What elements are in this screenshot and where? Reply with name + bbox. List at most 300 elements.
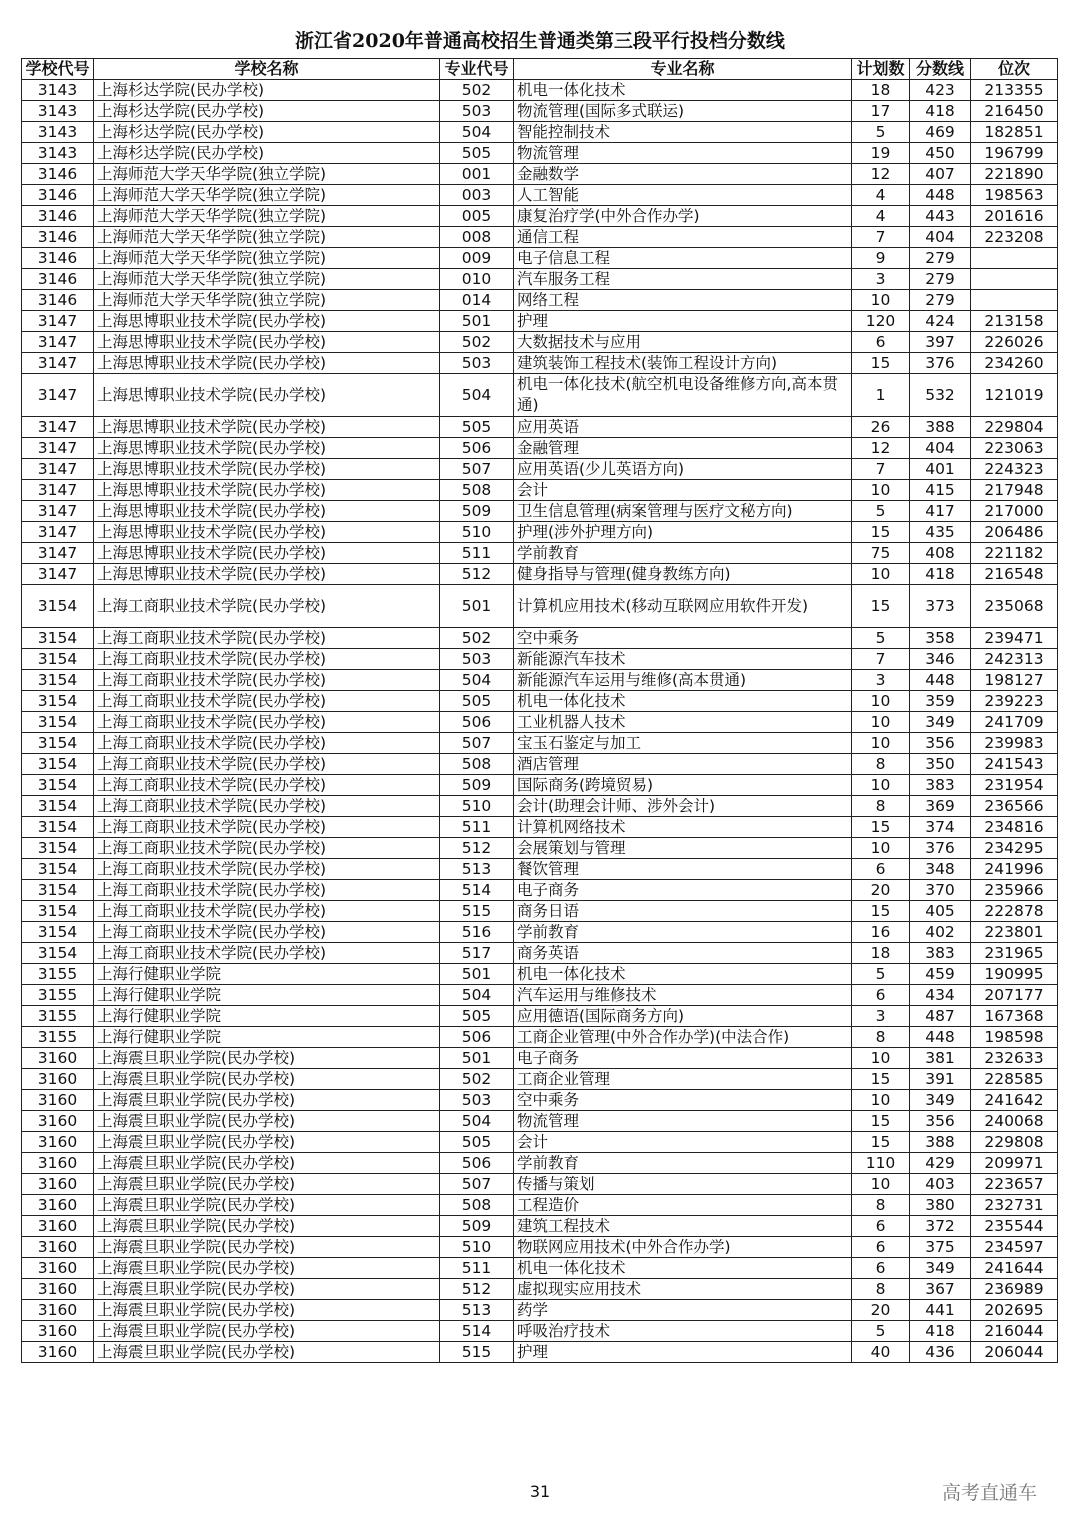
cell-major-code: 502: [440, 1069, 514, 1090]
cell-school-code: 3160: [22, 1069, 94, 1090]
cell-major-code: 014: [440, 290, 514, 311]
cell-major-name: 机电一体化技术: [514, 1258, 852, 1279]
cell-major-name: 智能控制技术: [514, 122, 852, 143]
cell-rank: 241543: [971, 754, 1058, 775]
cell-score-line: 279: [910, 290, 971, 311]
cell-school-code: 3147: [22, 438, 94, 459]
cell-major-name: 建筑装饰工程技术(装饰工程设计方向): [514, 353, 852, 374]
cell-rank: 216548: [971, 564, 1058, 585]
cell-plan-count: 15: [852, 1111, 910, 1132]
cell-school-code: 3154: [22, 691, 94, 712]
cell-school-name: 上海震旦职业学院(民办学校): [94, 1321, 440, 1342]
cell-major-code: 505: [440, 1006, 514, 1027]
cell-school-name: 上海思博职业技术学院(民办学校): [94, 543, 440, 564]
cell-plan-count: 20: [852, 880, 910, 901]
cell-plan-count: 120: [852, 311, 910, 332]
table-row: [22, 1111, 1058, 1132]
cell-school-name: 上海震旦职业学院(民办学校): [94, 1069, 440, 1090]
cell-school-name: 上海工商职业技术学院(民办学校): [94, 712, 440, 733]
table-row: [22, 775, 1058, 796]
table-body: [22, 80, 1058, 1363]
cell-school-code: 3154: [22, 943, 94, 964]
cell-plan-count: 15: [852, 901, 910, 922]
cell-score-line: 376: [910, 353, 971, 374]
cell-rank: 231954: [971, 775, 1058, 796]
header-row: [22, 59, 1058, 80]
cell-rank: 236566: [971, 796, 1058, 817]
cell-school-name: 上海师范大学天华学院(独立学院): [94, 185, 440, 206]
table-row: [22, 838, 1058, 859]
table-row: [22, 164, 1058, 185]
cell-score-line: 450: [910, 143, 971, 164]
cell-score-line: 383: [910, 775, 971, 796]
cell-school-name: 上海震旦职业学院(民办学校): [94, 1174, 440, 1195]
cell-school-name: 上海工商职业技术学院(民办学校): [94, 585, 440, 628]
cell-plan-count: 10: [852, 564, 910, 585]
cell-major-code: 506: [440, 438, 514, 459]
cell-plan-count: 10: [852, 1048, 910, 1069]
table-row: [22, 1342, 1058, 1363]
cell-school-code: 3146: [22, 185, 94, 206]
cell-plan-count: 8: [852, 754, 910, 775]
cell-major-name: 计算机应用技术(移动互联网应用软件开发): [514, 585, 852, 628]
cell-plan-count: 75: [852, 543, 910, 564]
cell-rank: 235966: [971, 880, 1058, 901]
cell-major-code: 501: [440, 964, 514, 985]
cell-major-name: 大数据技术与应用: [514, 332, 852, 353]
cell-school-name: 上海工商职业技术学院(民办学校): [94, 859, 440, 880]
table-row: [22, 501, 1058, 522]
cell-school-code: 3143: [22, 122, 94, 143]
cell-major-code: 510: [440, 796, 514, 817]
cell-rank: 221890: [971, 164, 1058, 185]
cell-rank: 232731: [971, 1195, 1058, 1216]
cell-plan-count: 10: [852, 775, 910, 796]
cell-school-name: 上海工商职业技术学院(民办学校): [94, 943, 440, 964]
cell-school-name: 上海工商职业技术学院(民办学校): [94, 880, 440, 901]
cell-school-name: 上海师范大学天华学院(独立学院): [94, 290, 440, 311]
cell-plan-count: 19: [852, 143, 910, 164]
cell-rank: 206044: [971, 1342, 1058, 1363]
cell-major-name: 应用英语(少儿英语方向): [514, 459, 852, 480]
cell-school-code: 3154: [22, 649, 94, 670]
page-number: 31: [529, 1482, 551, 1501]
cell-rank: 224323: [971, 459, 1058, 480]
table-row: [22, 733, 1058, 754]
cell-plan-count: 10: [852, 712, 910, 733]
cell-rank: 228585: [971, 1069, 1058, 1090]
table-row: [22, 859, 1058, 880]
cell-rank: 198563: [971, 185, 1058, 206]
cell-major-code: 504: [440, 670, 514, 691]
cell-major-code: 503: [440, 1090, 514, 1111]
cell-major-code: 510: [440, 522, 514, 543]
cell-score-line: 441: [910, 1300, 971, 1321]
table-row: [22, 206, 1058, 227]
cell-major-code: 009: [440, 248, 514, 269]
cell-rank: 167368: [971, 1006, 1058, 1027]
cell-major-name: 空中乘务: [514, 1090, 852, 1111]
cell-rank: [971, 269, 1058, 290]
cell-school-code: 3147: [22, 459, 94, 480]
cell-school-name: 上海思博职业技术学院(民办学校): [94, 522, 440, 543]
cell-score-line: 469: [910, 122, 971, 143]
cell-score-line: 435: [910, 522, 971, 543]
cell-major-name: 药学: [514, 1300, 852, 1321]
table-row: [22, 922, 1058, 943]
cell-rank: 121019: [971, 374, 1058, 417]
cell-major-code: 506: [440, 1027, 514, 1048]
cell-school-name: 上海震旦职业学院(民办学校): [94, 1300, 440, 1321]
cell-rank: 216450: [971, 101, 1058, 122]
cell-school-name: 上海思博职业技术学院(民办学校): [94, 353, 440, 374]
cell-rank: 234295: [971, 838, 1058, 859]
cell-rank: 223657: [971, 1174, 1058, 1195]
cell-score-line: 383: [910, 943, 971, 964]
cell-major-name: 康复治疗学(中外合作办学): [514, 206, 852, 227]
cell-plan-count: 9: [852, 248, 910, 269]
cell-school-code: 3147: [22, 543, 94, 564]
cell-school-code: 3147: [22, 332, 94, 353]
cell-score-line: 376: [910, 838, 971, 859]
cell-rank: 223063: [971, 438, 1058, 459]
cell-rank: 201616: [971, 206, 1058, 227]
cell-plan-count: 10: [852, 480, 910, 501]
cell-major-name: 酒店管理: [514, 754, 852, 775]
cell-school-code: 3154: [22, 901, 94, 922]
cell-major-code: 513: [440, 1300, 514, 1321]
cell-major-name: 人工智能: [514, 185, 852, 206]
cell-major-code: 502: [440, 332, 514, 353]
cell-school-name: 上海震旦职业学院(民办学校): [94, 1090, 440, 1111]
cell-major-code: 515: [440, 901, 514, 922]
table-row: [22, 943, 1058, 964]
cell-school-name: 上海杉达学院(民办学校): [94, 122, 440, 143]
cell-major-name: 应用英语: [514, 417, 852, 438]
table-row: [22, 311, 1058, 332]
cell-school-name: 上海思博职业技术学院(民办学校): [94, 374, 440, 417]
cell-school-name: 上海工商职业技术学院(民办学校): [94, 733, 440, 754]
cell-plan-count: 10: [852, 691, 910, 712]
table-row: [22, 543, 1058, 564]
cell-school-name: 上海杉达学院(民办学校): [94, 101, 440, 122]
cell-score-line: 369: [910, 796, 971, 817]
cell-major-code: 503: [440, 649, 514, 670]
cell-school-code: 3160: [22, 1237, 94, 1258]
cell-plan-count: 7: [852, 649, 910, 670]
cell-score-line: 487: [910, 1006, 971, 1027]
cell-plan-count: 8: [852, 1279, 910, 1300]
cell-score-line: 350: [910, 754, 971, 775]
cell-plan-count: 20: [852, 1300, 910, 1321]
header-score-line: 分数线: [910, 59, 971, 80]
cell-school-name: 上海工商职业技术学院(民办学校): [94, 922, 440, 943]
cell-plan-count: 6: [852, 332, 910, 353]
cell-school-code: 3147: [22, 374, 94, 417]
cell-rank: 217948: [971, 480, 1058, 501]
cell-score-line: 418: [910, 564, 971, 585]
cell-rank: 217000: [971, 501, 1058, 522]
cell-plan-count: 16: [852, 922, 910, 943]
cell-major-name: 物联网应用技术(中外合作办学): [514, 1237, 852, 1258]
cell-major-name: 汽车服务工程: [514, 269, 852, 290]
cell-plan-count: 5: [852, 628, 910, 649]
cell-school-code: 3146: [22, 290, 94, 311]
table-row: [22, 585, 1058, 628]
cell-rank: 213355: [971, 80, 1058, 101]
cell-plan-count: 4: [852, 206, 910, 227]
cell-rank: 234597: [971, 1237, 1058, 1258]
cell-major-name: 卫生信息管理(病案管理与医疗文秘方向): [514, 501, 852, 522]
cell-school-name: 上海工商职业技术学院(民办学校): [94, 649, 440, 670]
cell-score-line: 388: [910, 1132, 971, 1153]
cell-major-code: 508: [440, 1195, 514, 1216]
cell-score-line: 391: [910, 1069, 971, 1090]
cell-major-name: 学前教育: [514, 922, 852, 943]
table-row: [22, 374, 1058, 417]
cell-school-code: 3146: [22, 206, 94, 227]
cell-plan-count: 7: [852, 227, 910, 248]
table-row: [22, 290, 1058, 311]
cell-major-name: 网络工程: [514, 290, 852, 311]
cell-school-code: 3154: [22, 838, 94, 859]
cell-major-name: 虚拟现实应用技术: [514, 1279, 852, 1300]
cell-major-name: 新能源汽车运用与维修(高本贯通): [514, 670, 852, 691]
cell-school-name: 上海震旦职业学院(民办学校): [94, 1342, 440, 1363]
cell-major-name: 电子商务: [514, 1048, 852, 1069]
cell-rank: 235068: [971, 585, 1058, 628]
table-row: [22, 817, 1058, 838]
cell-major-code: 514: [440, 880, 514, 901]
cell-school-code: 3160: [22, 1090, 94, 1111]
cell-school-code: 3155: [22, 985, 94, 1006]
cell-major-code: 010: [440, 269, 514, 290]
cell-school-code: 3146: [22, 164, 94, 185]
cell-major-name: 机电一体化技术: [514, 80, 852, 101]
cell-major-name: 宝玉石鉴定与加工: [514, 733, 852, 754]
cell-plan-count: 15: [852, 522, 910, 543]
table-row: [22, 1258, 1058, 1279]
cell-rank: 229804: [971, 417, 1058, 438]
cell-plan-count: 1: [852, 374, 910, 417]
cell-score-line: 429: [910, 1153, 971, 1174]
header-school-name: 学校名称: [94, 59, 440, 80]
cell-major-name: 物流管理: [514, 143, 852, 164]
cell-score-line: 367: [910, 1279, 971, 1300]
cell-score-line: 381: [910, 1048, 971, 1069]
cell-plan-count: 8: [852, 1195, 910, 1216]
cell-major-name: 国际商务(跨境贸易): [514, 775, 852, 796]
cell-score-line: 388: [910, 417, 971, 438]
cell-major-name: 工商企业管理: [514, 1069, 852, 1090]
table-row: [22, 480, 1058, 501]
cell-score-line: 373: [910, 585, 971, 628]
cell-plan-count: 6: [852, 1258, 910, 1279]
cell-school-name: 上海师范大学天华学院(独立学院): [94, 248, 440, 269]
cell-score-line: 407: [910, 164, 971, 185]
cell-major-code: 505: [440, 417, 514, 438]
table-row: [22, 880, 1058, 901]
cell-plan-count: 10: [852, 1174, 910, 1195]
cell-major-code: 504: [440, 374, 514, 417]
cell-school-name: 上海工商职业技术学院(民办学校): [94, 838, 440, 859]
cell-major-name: 通信工程: [514, 227, 852, 248]
cell-major-name: 金融管理: [514, 438, 852, 459]
cell-school-code: 3147: [22, 564, 94, 585]
cell-school-code: 3155: [22, 1027, 94, 1048]
cell-major-code: 506: [440, 1153, 514, 1174]
cell-rank: 240068: [971, 1111, 1058, 1132]
cell-score-line: 404: [910, 438, 971, 459]
cell-rank: 206486: [971, 522, 1058, 543]
cell-major-code: 510: [440, 1237, 514, 1258]
cell-rank: 239223: [971, 691, 1058, 712]
header-major-name: 专业名称: [514, 59, 852, 80]
cell-score-line: 349: [910, 712, 971, 733]
cell-school-name: 上海震旦职业学院(民办学校): [94, 1258, 440, 1279]
cell-rank: 232633: [971, 1048, 1058, 1069]
cell-major-name: 工业机器人技术: [514, 712, 852, 733]
cell-rank: 222878: [971, 901, 1058, 922]
cell-plan-count: 8: [852, 1027, 910, 1048]
cell-score-line: 397: [910, 332, 971, 353]
cell-major-code: 504: [440, 122, 514, 143]
cell-major-code: 517: [440, 943, 514, 964]
table-row: [22, 248, 1058, 269]
cell-school-code: 3160: [22, 1111, 94, 1132]
cell-school-code: 3154: [22, 754, 94, 775]
cell-major-code: 507: [440, 459, 514, 480]
cell-major-code: 509: [440, 775, 514, 796]
cell-score-line: 403: [910, 1174, 971, 1195]
cell-major-code: 509: [440, 501, 514, 522]
cell-school-code: 3160: [22, 1174, 94, 1195]
table-row: [22, 417, 1058, 438]
cell-rank: 223801: [971, 922, 1058, 943]
cell-major-code: 505: [440, 691, 514, 712]
cell-major-name: 工程造价: [514, 1195, 852, 1216]
cell-rank: 242313: [971, 649, 1058, 670]
table-row: [22, 1216, 1058, 1237]
cell-school-name: 上海思博职业技术学院(民办学校): [94, 564, 440, 585]
cell-major-name: 机电一体化技术: [514, 964, 852, 985]
table-row: [22, 1153, 1058, 1174]
cell-rank: 239983: [971, 733, 1058, 754]
table-row: [22, 1132, 1058, 1153]
cell-rank: 221182: [971, 543, 1058, 564]
document-title: 浙江省2020年普通高校招生普通类第三段平行投档分数线: [295, 30, 785, 52]
cell-major-name: 餐饮管理: [514, 859, 852, 880]
cell-plan-count: 6: [852, 1216, 910, 1237]
cell-score-line: 401: [910, 459, 971, 480]
cell-school-code: 3143: [22, 101, 94, 122]
cell-school-code: 3146: [22, 227, 94, 248]
cell-school-name: 上海震旦职业学院(民办学校): [94, 1237, 440, 1258]
table-row: [22, 185, 1058, 206]
cell-major-code: 509: [440, 1216, 514, 1237]
cell-major-name: 护理: [514, 311, 852, 332]
cell-school-name: 上海工商职业技术学院(民办学校): [94, 796, 440, 817]
cell-score-line: 346: [910, 649, 971, 670]
cell-major-code: 511: [440, 543, 514, 564]
cell-school-code: 3160: [22, 1153, 94, 1174]
table-row: [22, 796, 1058, 817]
cell-major-code: 506: [440, 712, 514, 733]
cell-score-line: 349: [910, 1090, 971, 1111]
cell-rank: 182851: [971, 122, 1058, 143]
cell-major-code: 512: [440, 564, 514, 585]
cell-school-name: 上海震旦职业学院(民办学校): [94, 1195, 440, 1216]
cell-score-line: 459: [910, 964, 971, 985]
cell-major-code: 504: [440, 1111, 514, 1132]
cell-major-code: 505: [440, 1132, 514, 1153]
cell-school-code: 3147: [22, 417, 94, 438]
cell-school-name: 上海师范大学天华学院(独立学院): [94, 269, 440, 290]
cell-score-line: 436: [910, 1342, 971, 1363]
cell-score-line: 443: [910, 206, 971, 227]
cell-rank: 198598: [971, 1027, 1058, 1048]
cell-school-code: 3155: [22, 1006, 94, 1027]
cell-major-name: 新能源汽车技术: [514, 649, 852, 670]
table-row: [22, 649, 1058, 670]
cell-school-name: 上海工商职业技术学院(民办学校): [94, 628, 440, 649]
table-row: [22, 80, 1058, 101]
cell-plan-count: 5: [852, 1321, 910, 1342]
table-row: [22, 332, 1058, 353]
cell-plan-count: 12: [852, 438, 910, 459]
cell-score-line: 434: [910, 985, 971, 1006]
cell-plan-count: 12: [852, 164, 910, 185]
cell-major-name: 电子信息工程: [514, 248, 852, 269]
cell-score-line: 404: [910, 227, 971, 248]
cell-major-name: 机电一体化技术: [514, 691, 852, 712]
cell-plan-count: 6: [852, 985, 910, 1006]
cell-major-name: 会计: [514, 1132, 852, 1153]
cell-school-name: 上海思博职业技术学院(民办学校): [94, 480, 440, 501]
cell-score-line: 380: [910, 1195, 971, 1216]
cell-major-code: 505: [440, 143, 514, 164]
cell-plan-count: 17: [852, 101, 910, 122]
cell-plan-count: 15: [852, 1069, 910, 1090]
watermark: 高考直通车: [942, 1482, 1038, 1504]
cell-major-name: 传播与策划: [514, 1174, 852, 1195]
cell-major-name: 应用德语(国际商务方向): [514, 1006, 852, 1027]
cell-rank: 198127: [971, 670, 1058, 691]
table-row: [22, 985, 1058, 1006]
header-school-code: 学校代号: [22, 59, 94, 80]
cell-rank: 209971: [971, 1153, 1058, 1174]
cell-major-code: 511: [440, 817, 514, 838]
cell-major-name: 物流管理(国际多式联运): [514, 101, 852, 122]
cell-score-line: 372: [910, 1216, 971, 1237]
cell-major-code: 501: [440, 311, 514, 332]
table-row: [22, 1174, 1058, 1195]
cell-major-code: 501: [440, 1048, 514, 1069]
cell-school-name: 上海师范大学天华学院(独立学院): [94, 227, 440, 248]
cell-school-name: 上海震旦职业学院(民办学校): [94, 1111, 440, 1132]
cell-major-name: 商务英语: [514, 943, 852, 964]
cell-plan-count: 110: [852, 1153, 910, 1174]
table-row: [22, 269, 1058, 290]
cell-plan-count: 5: [852, 122, 910, 143]
cell-rank: 207177: [971, 985, 1058, 1006]
cell-school-code: 3147: [22, 353, 94, 374]
cell-rank: 231965: [971, 943, 1058, 964]
cell-rank: 216044: [971, 1321, 1058, 1342]
cell-school-code: 3154: [22, 628, 94, 649]
cell-plan-count: 15: [852, 353, 910, 374]
cell-school-name: 上海思博职业技术学院(民办学校): [94, 417, 440, 438]
